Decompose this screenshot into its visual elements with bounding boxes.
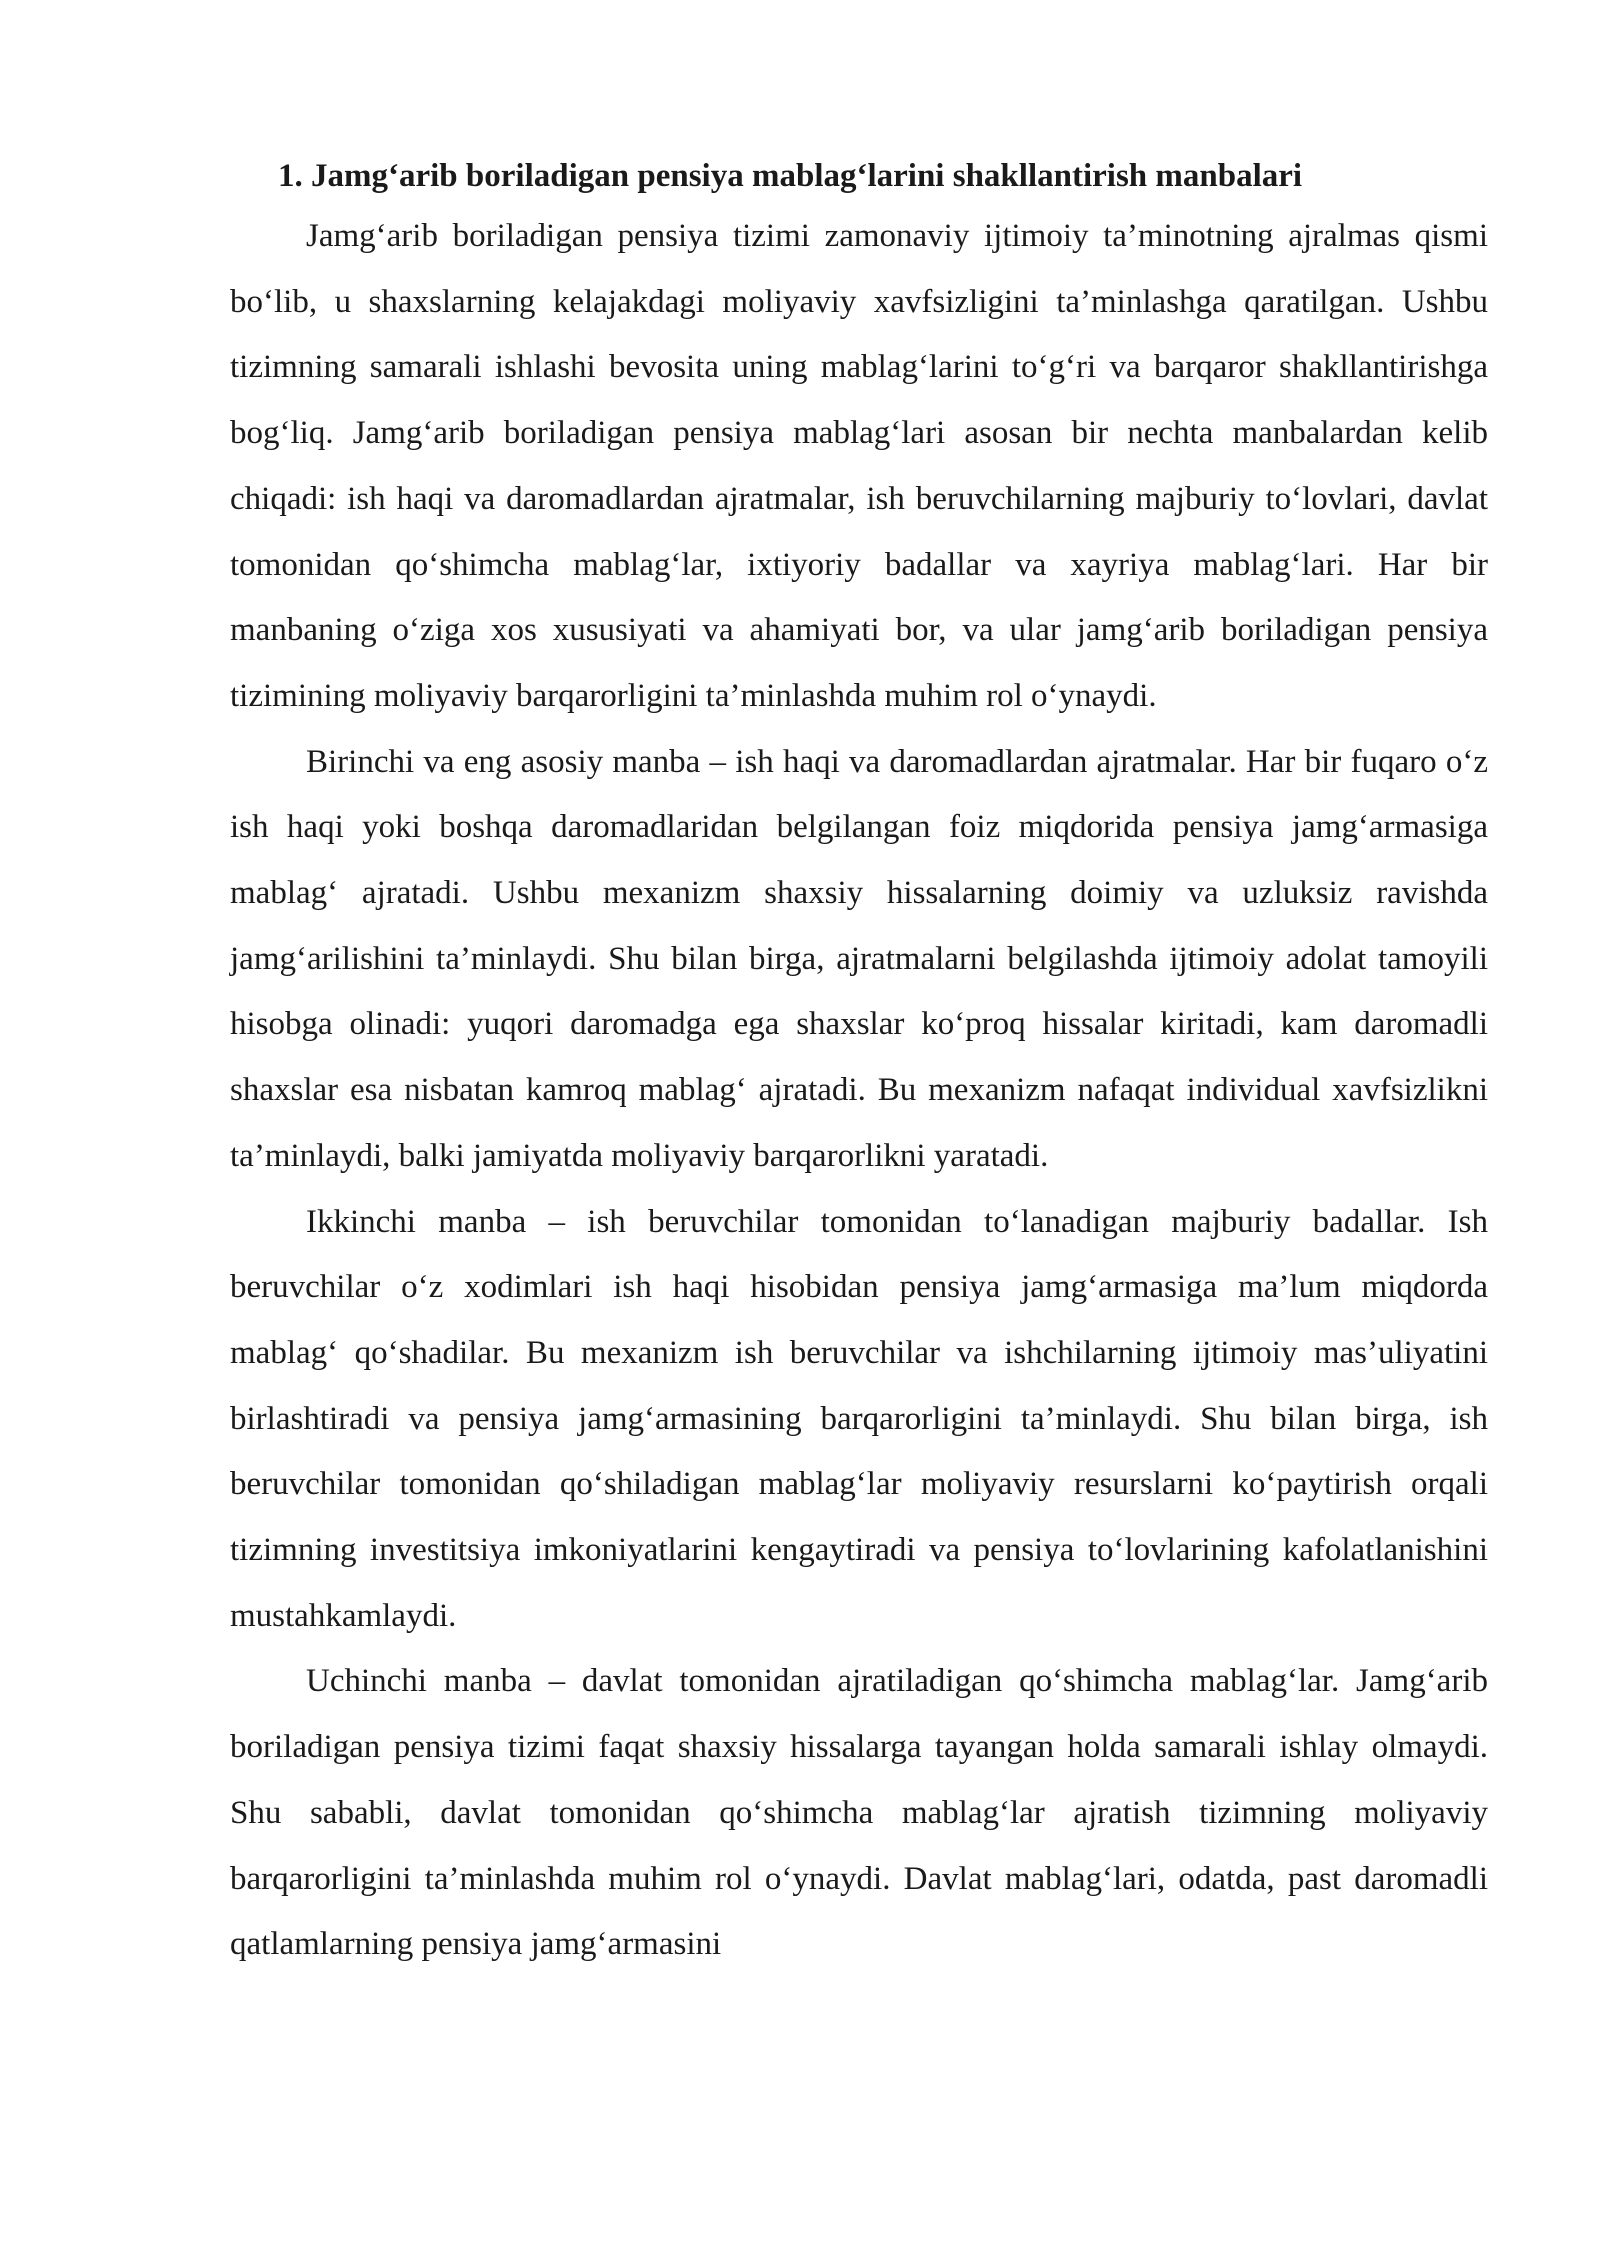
paragraph-intro: Jamg‘arib boriladigan pensiya tizimi zamonaviy ijtimoiy ta’minotning ajralmas qismi bo‘lib, u shaxslarning kelajakdagi moliyaviy xavfsizligini ta’minlashga qaratilgan. Ushbu tizimning samarali ishlashi bevosita uning mablag‘larini to‘g‘ri va barqaror shakllantirishga bog‘liq. Jamg‘arib boriladigan pensiya mablag‘lari asosan bir nechta manbalardan kelib chiqadi: ish haqi va daromadlardan ajratmalar, ish beruvchilarning majburiy to‘lovlari, davlat tomonidan qo‘shimcha mablag‘lar, ixtiyoriy badallar va xayriya mablag‘lari. Har bir manbaning o‘ziga xos xususiyati va ahamiyati bor, va ular jamg‘arib boriladigan pensiya tizimining moliyaviy barqarorligini ta’minlashda muhim rol o‘ynaydi. bbox=[230, 218, 1488, 714]
document-page bbox=[230, 148, 1488, 1978]
paragraph-second-source: Ikkinchi manba – ish beruvchilar tomonidan to‘lanadigan majburiy badallar. Ish beruvchilar o‘z xodimlari ish haqi hisobidan pensiya jamg‘armasiga ma’lum miqdorda mablag‘ qo‘shadilar. Bu mexanizm ish beruvchilar va ishchilarning ijtimoiy mas’uliyatini birlashtiradi va pensiya jamg‘armasining barqarorligini ta’minlaydi. Shu bilan birga, ish beruvchilar tomonidan qo‘shiladigan mablag‘lar moliyaviy resurslarni ko‘paytirish orqali tizimning investitsiya imkoniyatlarini kengaytiradi va pensiya to‘lovlarining kafolatlanishini mustahkamlaydi. bbox=[230, 1203, 1488, 1634]
paragraph-third-source: Uchinchi manba – davlat tomonidan ajratiladigan qo‘shimcha mablag‘lar. Jamg‘arib boriladigan pensiya tizimi faqat shaxsiy hissalarga tayangan holda samarali ishlay olmaydi. Shu sababli, davlat tomonidan qo‘shimcha mablag‘lar ajratish tizimning moliyaviy barqarorligini ta’minlashda muhim rol o‘ynaydi. Davlat mablag‘lari, odatda, past daromadli qatlamlarning pensiya jamg‘armasini bbox=[230, 1663, 1488, 1963]
paragraph-first-source: Birinchi va eng asosiy manba – ish haqi va daromadlardan ajratmalar. Har bir fuqaro o‘z ish haqi yoki boshqa daromadlaridan belgilangan foiz miqdorida pensiya jamg‘armasiga mablag‘ ajratadi. Ushbu mexanizm shaxsiy hissalarning doimiy va uzluksiz ravishda jamg‘arilishini ta’minlaydi. Shu bilan birga, ajratmalarni belgilashda ijtimoiy adolat tamoyili hisobga olinadi: yuqori daromadga ega shaxslar ko‘proq hissalar kiritadi, kam daromadli shaxslar esa nisbatan kamroq mablag‘ ajratadi. Bu mexanizm nafaqat individual xavfsizlikni ta’minlaydi, balki jamiyatda moliyaviy barqarorlikni yaratadi. bbox=[230, 743, 1488, 1174]
section-heading: 1. Jamg‘arib boriladigan pensiya mablag‘larini shakllantirish manbalari bbox=[278, 158, 1303, 194]
